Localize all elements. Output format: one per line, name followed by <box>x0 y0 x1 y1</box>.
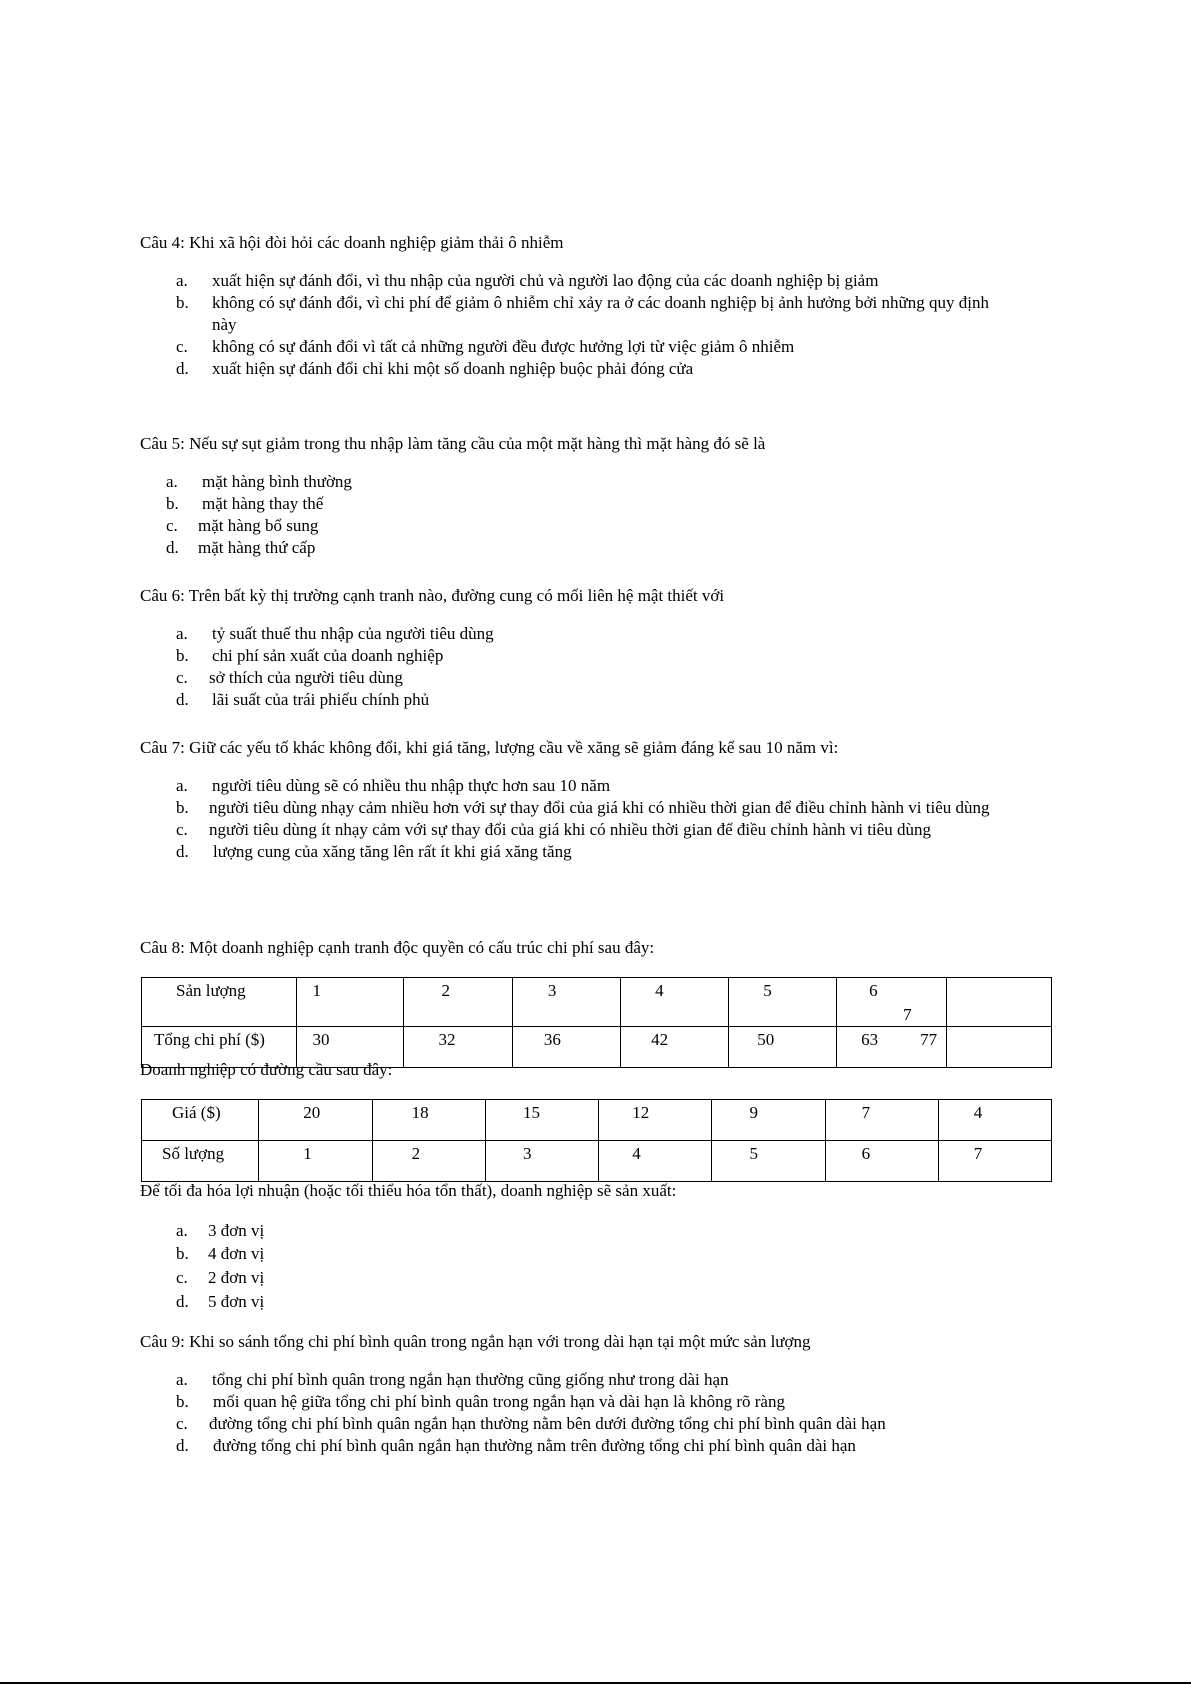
option-text: tỷ suất thuế thu nhập của người tiêu dùng <box>212 624 494 643</box>
table-cell <box>712 1141 825 1182</box>
option-text: 4 đơn vị <box>208 1244 265 1263</box>
cost-table-output-4: 4 <box>655 981 664 1000</box>
cost-table-row2-label: Tổng chi phí ($) <box>154 1030 265 1049</box>
question-6-options <box>176 623 1060 711</box>
question-8-title: Câu 8: Một doanh nghiệp cạnh tranh độc quyền có cấu trúc chi phí sau đây: <box>140 938 655 957</box>
question-8-prompt: Để tối đa hóa lợi nhuận (hoặc tối thiểu hóa tổn thất), doanh nghiệp sẽ sản xuất: <box>140 1181 677 1200</box>
option-letter: a. <box>176 271 188 290</box>
table-cell <box>947 978 1052 1027</box>
option-text: đường tổng chi phí bình quân ngắn hạn thường nằm trên đường tổng chi phí bình quân dài hạn <box>213 1436 856 1455</box>
question-8-option-d <box>176 1291 264 1314</box>
question-5-option-b <box>166 493 1060 515</box>
question-6-option-b <box>176 645 1060 667</box>
table-cell <box>837 978 947 1027</box>
cost-table-total-1: 30 <box>312 1030 330 1049</box>
option-text: không có sự đánh đổi vì tất cả những người đều được hưởng lợi từ việc giảm ô nhiễm <box>212 337 795 356</box>
question-9-option-c <box>176 1413 996 1435</box>
option-letter: a. <box>176 776 188 795</box>
question-5-option-c <box>166 515 1060 537</box>
option-text: sở thích của người tiêu dùng <box>209 668 403 687</box>
question-5-options <box>166 471 1060 559</box>
demand-table-quantity-2: 2 <box>411 1144 421 1163</box>
question-6-option-c <box>176 667 1060 689</box>
question-4-title: Câu 4: Khi xã hội đòi hỏi các doanh nghiệp giảm thải ô nhiễm <box>140 233 564 252</box>
question-9-options <box>176 1369 996 1457</box>
table-cell <box>825 1141 938 1182</box>
question-7-option-b <box>176 797 996 819</box>
option-text: xuất hiện sự đánh đổi, vì thu nhập của người chủ và người lao động của các doanh nghiệp bị giảm <box>212 271 879 290</box>
table-cell <box>712 1100 825 1141</box>
table-cell <box>938 1141 1051 1182</box>
option-text: 2 đơn vị <box>208 1268 265 1287</box>
option-text: tổng chi phí bình quân trong ngắn hạn thường cũng giống như trong dài hạn <box>212 1370 729 1389</box>
table-cell <box>599 1100 712 1141</box>
table-cell <box>142 1141 259 1182</box>
question-7-title: Câu 7: Giữ các yếu tố khác không đổi, khi giá tăng, lượng cầu về xăng sẽ giảm đáng kể sau 10 năm vì: <box>140 738 839 757</box>
question-4 <box>140 232 1060 380</box>
option-letter: d. <box>176 842 189 861</box>
table-cell <box>837 1027 947 1068</box>
demand-table <box>141 1099 1052 1182</box>
cost-table-output-1: 1 <box>312 981 321 1000</box>
option-text: chi phí sản xuất của doanh nghiệp <box>212 646 444 665</box>
option-letter: b. <box>166 494 179 513</box>
table-cell <box>259 1100 372 1141</box>
option-text: 3 đơn vị <box>208 1221 265 1240</box>
option-letter: d. <box>176 690 189 709</box>
option-text: người tiêu dùng nhạy cảm nhiều hơn với sự thay đổi của giá khi có nhiều thời gian để điều chỉnh hành vi tiêu dùng <box>209 798 990 817</box>
option-text: người tiêu dùng ít nhạy cảm với sự thay đổi của giá khi có nhiều thời gian để điều chỉnh hành vi tiêu dùng <box>209 820 931 839</box>
question-9 <box>140 1331 1060 1457</box>
option-text: mối quan hệ giữa tổng chi phí bình quân trong ngắn hạn và dài hạn là không rõ ràng <box>213 1392 785 1411</box>
table-cell <box>404 978 512 1027</box>
cost-table-total-7: 77 <box>920 1030 938 1049</box>
option-text: người tiêu dùng sẽ có nhiều thu nhập thực hơn sau 10 năm <box>212 776 611 795</box>
table-cell <box>142 1100 259 1141</box>
question-8-option-a <box>176 1220 264 1243</box>
question-6 <box>140 585 1060 711</box>
demand-table-price-6: 7 <box>861 1103 871 1122</box>
table-cell <box>404 1027 512 1068</box>
cost-table-output-6: 6 <box>869 981 878 1000</box>
option-letter: b. <box>176 1244 189 1263</box>
table-cell <box>372 1100 485 1141</box>
option-text: xuất hiện sự đánh đổi chỉ khi một số doanh nghiệp buộc phải đóng cửa <box>212 359 694 378</box>
question-9-option-d <box>176 1435 996 1457</box>
option-letter: a. <box>176 1370 188 1389</box>
cost-table-row1-label: Sản lượng <box>176 981 246 1000</box>
question-4-option-d <box>176 358 996 380</box>
question-5-option-d <box>166 537 1060 559</box>
option-letter: d. <box>176 1292 189 1311</box>
option-text: không có sự đánh đổi, vì chi phí để giảm ô nhiễm chỉ xảy ra ở các doanh nghiệp bị ảnh hưởng bởi những quy định này <box>212 293 989 334</box>
question-4-option-b <box>176 292 996 336</box>
option-letter: c. <box>176 337 188 356</box>
demand-table-row2-label: Số lượng <box>162 1144 225 1163</box>
table-cell <box>947 1027 1052 1068</box>
option-text: 5 đơn vị <box>208 1292 265 1311</box>
option-text: mặt hàng bình thường <box>202 472 352 491</box>
question-9-title: Câu 9: Khi so sánh tổng chi phí bình quân trong ngắn hạn với trong dài hạn tại một mức sản lượng <box>140 1332 811 1351</box>
option-letter: d. <box>176 359 189 378</box>
cost-table-output-7: 7 <box>903 1005 912 1024</box>
demand-table-price-4: 12 <box>632 1103 650 1122</box>
table-cell <box>485 1100 598 1141</box>
option-letter: d. <box>166 538 179 557</box>
table-row <box>142 1141 1052 1182</box>
table-cell <box>297 978 404 1027</box>
option-letter: a. <box>166 472 178 491</box>
question-7 <box>140 737 1060 863</box>
demand-table-quantity-1: 1 <box>303 1144 312 1163</box>
table-row <box>142 1100 1052 1141</box>
cost-table-total-5: 50 <box>757 1030 775 1049</box>
option-letter: c. <box>176 668 188 687</box>
option-letter: c. <box>176 1268 188 1287</box>
cost-table-output-3: 3 <box>547 981 557 1000</box>
option-letter: b. <box>176 293 189 312</box>
demand-table-quantity-7: 7 <box>973 1144 983 1163</box>
cost-table-output-2: 2 <box>441 981 450 1000</box>
table-cell <box>599 1141 712 1182</box>
option-letter: b. <box>176 646 189 665</box>
demand-table-price-3: 15 <box>522 1103 540 1122</box>
cost-table-total-6: 63 <box>861 1030 879 1049</box>
page-bottom-rule <box>0 1682 1191 1684</box>
question-5-title: Câu 5: Nếu sự sụt giảm trong thu nhập làm tăng cầu của một mặt hàng thì mặt hàng đó sẽ là <box>140 434 766 453</box>
option-letter: b. <box>176 798 189 817</box>
demand-table-quantity-4: 4 <box>632 1144 641 1163</box>
question-8-options <box>176 1220 264 1314</box>
table-cell <box>621 978 729 1027</box>
table-cell <box>485 1141 598 1182</box>
table-cell <box>142 978 297 1027</box>
question-6-option-a <box>176 623 1060 645</box>
option-text: lượng cung của xăng tăng lên rất ít khi giá xăng tăng <box>213 842 572 861</box>
question-6-option-d <box>176 689 1060 711</box>
question-8-option-c <box>176 1267 264 1291</box>
demand-intro: Doanh nghiệp có đường cầu sau đây: <box>140 1060 393 1079</box>
table-cell <box>938 1100 1051 1141</box>
option-letter: c. <box>176 1414 188 1433</box>
question-7-option-d <box>176 841 996 863</box>
option-text: mặt hàng bổ sung <box>198 516 319 535</box>
question-5 <box>140 433 1060 559</box>
option-text: mặt hàng thay thế <box>202 494 324 513</box>
cost-table-total-2: 32 <box>438 1030 456 1049</box>
cost-table-total-4: 42 <box>651 1030 669 1049</box>
option-letter: c. <box>176 820 188 839</box>
option-text: đường tổng chi phí bình quân ngắn hạn thường nằm bên dưới đường tổng chi phí bình quân dài hạn <box>209 1414 886 1433</box>
question-7-options <box>176 775 996 863</box>
question-4-option-a <box>176 270 996 292</box>
question-5-option-a <box>166 471 1060 493</box>
demand-table-price-7: 4 <box>973 1103 983 1122</box>
table-cell <box>512 978 620 1027</box>
table-row <box>142 978 1052 1027</box>
table-cell <box>621 1027 729 1068</box>
option-letter: c. <box>166 516 178 535</box>
question-7-option-a <box>176 775 996 797</box>
question-8-option-b <box>176 1243 264 1267</box>
table-cell <box>372 1141 485 1182</box>
question-6-title: Câu 6: Trên bất kỳ thị trường cạnh tranh nào, đường cung có mối liên hệ mật thiết với <box>140 586 725 605</box>
demand-table-price-2: 18 <box>411 1103 429 1122</box>
option-letter: a. <box>176 1221 188 1240</box>
demand-table-price-1: 20 <box>303 1103 321 1122</box>
question-9-option-b <box>176 1391 996 1413</box>
option-text: mặt hàng thứ cấp <box>198 538 316 557</box>
cost-table <box>141 977 1052 1068</box>
option-letter: b. <box>176 1392 189 1411</box>
demand-table-row1-label: Giá ($) <box>172 1103 221 1122</box>
question-4-option-c <box>176 336 996 358</box>
question-7-option-c <box>176 819 996 841</box>
demand-table-quantity-5: 5 <box>749 1144 758 1163</box>
option-letter: d. <box>176 1436 189 1455</box>
table-cell <box>729 1027 837 1068</box>
demand-table-quantity-3: 3 <box>522 1144 532 1163</box>
cost-table-total-3: 36 <box>543 1030 561 1049</box>
question-9-option-a <box>176 1369 996 1391</box>
option-text: lãi suất của trái phiếu chính phủ <box>212 690 430 709</box>
table-cell <box>825 1100 938 1141</box>
demand-table-price-5: 9 <box>749 1103 758 1122</box>
option-letter: a. <box>176 624 188 643</box>
question-4-options <box>176 270 996 380</box>
demand-table-quantity-6: 6 <box>861 1144 871 1163</box>
table-cell <box>259 1141 372 1182</box>
table-cell <box>512 1027 620 1068</box>
cost-table-output-5: 5 <box>763 981 772 1000</box>
table-cell <box>729 978 837 1027</box>
